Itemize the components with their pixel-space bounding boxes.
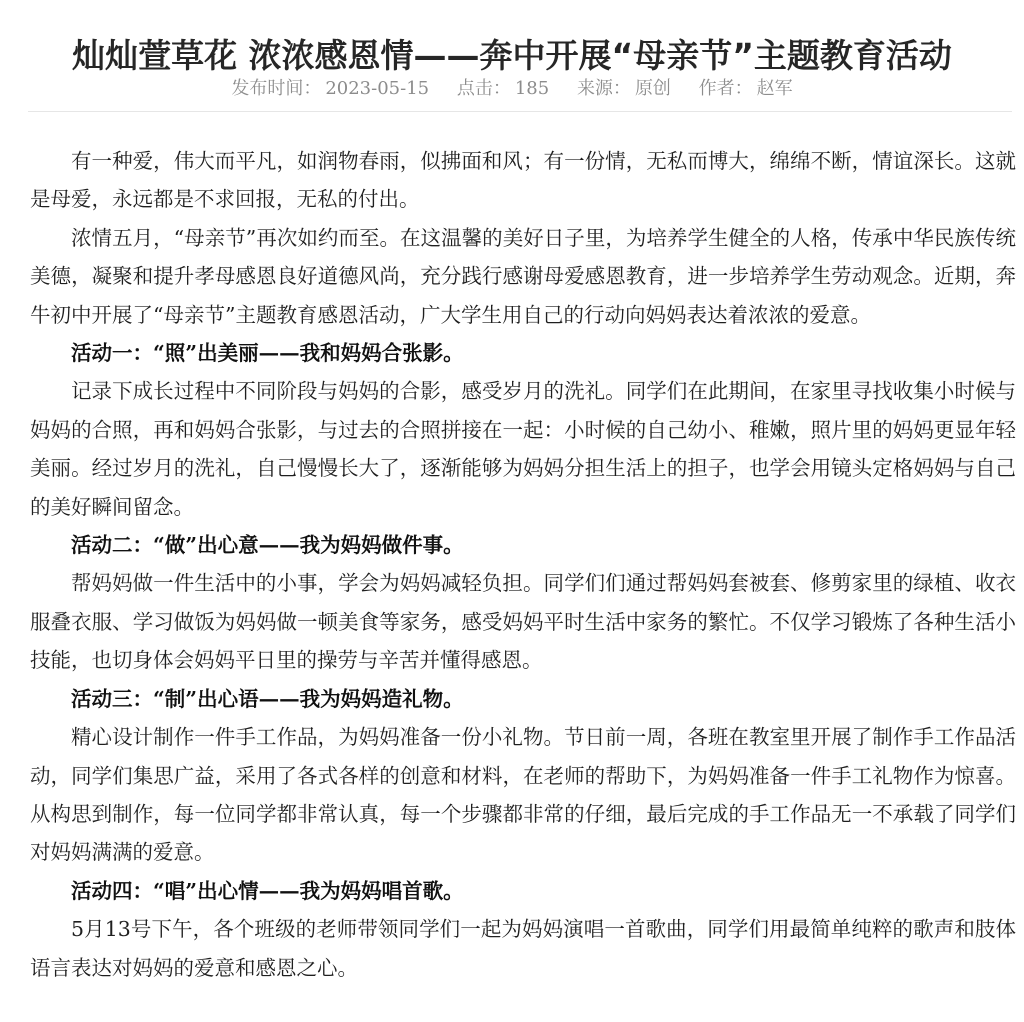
click-count-value: 185 xyxy=(514,78,550,99)
activity-4-heading: 活动四：“唱”出心情——我为妈妈唱首歌。 xyxy=(71,878,464,903)
author xyxy=(697,78,795,99)
publish-time-label: 发布时间： xyxy=(231,78,322,99)
divider xyxy=(28,111,1012,112)
activity-3-text: 精心设计制作一件手工作品，为妈妈准备一份小礼物。节日前一周，各班在教室里开展了制作手工作品活动，同学们集思广益，采用了各式各样的创意和材料，在老师的帮助下，为妈妈准备一件手工礼物作为惊喜。从构思到制作，每一位同学都非常认真，每一个步骤都非常的仔细，最后完成的手工作品无一不承载了同学们对妈妈满满的爱意。 xyxy=(30,725,1016,865)
paragraph-background: 浓情五月，“母亲节”再次如约而至。在这温馨的美好日子里，为培养学生健全的人格，传承中华民族传统美德，凝聚和提升孝母感恩良好道德风尚，充分践行感谢母爱感恩教育，进一步培养学生劳动观念。近期，奔牛初中开展了“母亲节”主题教育感恩活动，广大学生用自己的行动向妈妈表达着浓浓的爱意。 xyxy=(30,225,1016,327)
click-count-label: 点击： xyxy=(456,78,511,99)
article-meta xyxy=(0,76,1024,102)
publish-time-value: 2023-05-15 xyxy=(325,78,430,99)
activity-1-heading: 活动一：“照”出美丽——我和妈妈合张影。 xyxy=(71,341,464,366)
article-body xyxy=(30,142,1016,987)
author-label: 作者： xyxy=(698,78,753,99)
source-label: 来源： xyxy=(576,78,631,99)
activity-3-heading: 活动三：“制”出心语——我为妈妈造礼物。 xyxy=(71,686,464,711)
click-count xyxy=(455,78,551,99)
paragraph-intro: 有一种爱，伟大而平凡，如润物春雨，似拂面和风；有一份情，无私而博大，绵绵不断，情谊深长。这就是母爱，永远都是不求回报，无私的付出。 xyxy=(30,149,1016,212)
source-value: 原创 xyxy=(634,78,671,99)
activity-4-text: 5月13号下午，各个班级的老师带领同学们一起为妈妈演唱一首歌曲，同学们用最简单纯粹的歌声和肢体语言表达对妈妈的爱意和感恩之心。 xyxy=(30,917,1016,980)
activity-2-text: 帮妈妈做一件生活中的小事，学会为妈妈减轻负担。同学们们通过帮妈妈套被套、修剪家里的绿植、收衣服叠衣服、学习做饭为妈妈做一顿美食等家务，感受妈妈平时生活中家务的繁忙。不仅学习锻炼了各种生活小技能，也切身体会妈妈平日里的操劳与辛苦并懂得感恩。 xyxy=(30,571,1016,673)
activity-2-heading: 活动二：“做”出心意——我为妈妈做件事。 xyxy=(71,533,464,558)
publish-time xyxy=(229,78,431,99)
source xyxy=(575,78,673,99)
article-title: 灿灿萱草花 浓浓感恩情——奔中开展“母亲节”主题教育活动 xyxy=(72,36,952,76)
activity-1-text: 记录下成长过程中不同阶段与妈妈的合影，感受岁月的洗礼。同学们在此期间，在家里寻找收集小时候与妈妈的合照，再和妈妈合张影，与过去的合照拼接在一起：小时候的自己幼小、稚嫩，照片里的妈妈更显年轻美丽。经过岁月的洗礼，自己慢慢长大了，逐渐能够为妈妈分担生活上的担子，也学会用镜头定格妈妈与自己的美好瞬间留念。 xyxy=(30,379,1016,519)
author-value: 赵军 xyxy=(756,78,793,99)
